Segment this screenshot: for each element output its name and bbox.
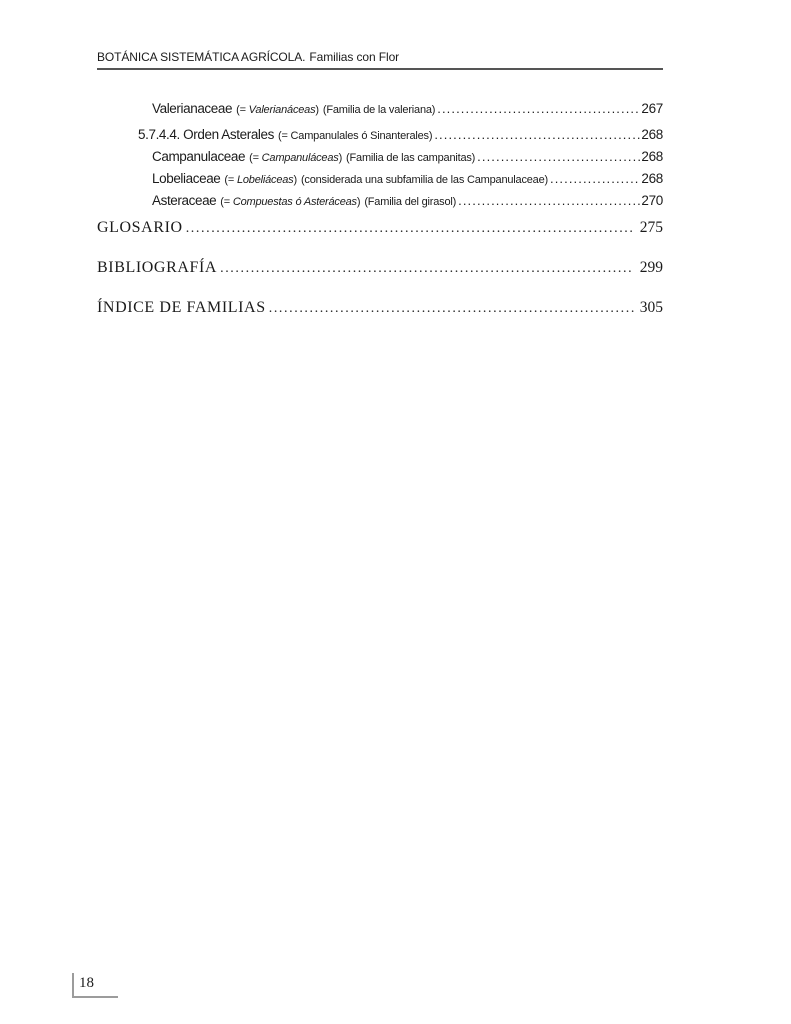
toc-entry-page-number: 268: [641, 127, 663, 142]
dot-leader: [437, 101, 640, 116]
toc-entry-note: (considerada una subfamilia de las Campanulaceae): [300, 174, 548, 186]
toc-entry-page-number: 268: [641, 149, 663, 164]
toc-entry-name: 5.7.4.4. Orden Asterales: [138, 127, 274, 142]
page-footer-mark: [72, 973, 118, 998]
toc-entry-page-number: 267: [641, 101, 663, 116]
toc-entry-synonym-text: Compuestas ó Asteráceas: [232, 196, 357, 208]
toc-entry-note: (Familia del girasol): [364, 196, 457, 208]
toc-entry-name: Campanulaceae: [152, 149, 246, 164]
toc-entry-page-number: 268: [641, 171, 663, 186]
running-header: [97, 50, 663, 70]
toc-entry-name: Asteraceae: [152, 193, 217, 208]
toc-section: [97, 219, 663, 239]
toc-section-label: ÍNDICE DE FAMILIAS: [97, 299, 266, 316]
book-title: BOTÁNICA SISTEMÁTICA AGRÍCOLA.: [97, 50, 306, 64]
dot-leader: [550, 171, 640, 186]
toc-section-list: [97, 219, 663, 339]
dot-leader: [434, 127, 640, 142]
toc-entry-synonym: (= Campanuláceas): [249, 152, 343, 164]
dot-leader: [220, 261, 634, 277]
toc-entry-synonym-text: Campanuláceas: [261, 152, 339, 164]
toc-entry-synonym: (= Lobeliáceas): [224, 174, 297, 186]
toc-section-label: GLOSARIO: [97, 219, 183, 236]
toc-entry-note: (Familia de la valeriana): [322, 104, 436, 116]
toc-entry-synonym: (= Valerianáceas): [236, 104, 319, 116]
toc-entry-note: (Familia de las campanitas): [346, 152, 476, 164]
toc-section-page-number: 299: [639, 259, 663, 276]
toc-entry: [97, 101, 663, 123]
dot-leader: [477, 149, 640, 164]
toc-entry-synonym-text: Campanulales ó Sinanterales: [290, 130, 429, 142]
toc-entry-synonym: (= Campanulales ó Sinanterales): [278, 130, 433, 142]
dot-leader: [269, 301, 634, 317]
toc-entry-page-number: 270: [641, 193, 663, 208]
dot-leader: [186, 221, 634, 237]
toc-entry: [97, 127, 663, 149]
toc-entry: [97, 193, 663, 215]
toc-entry: [97, 171, 663, 193]
toc-entry-list: [97, 101, 663, 215]
toc-entry-synonym-text: Valerianáceas: [248, 104, 316, 116]
page-number: 18: [79, 975, 94, 991]
toc-section: [97, 299, 663, 319]
book-subtitle: Familias con Flor: [309, 50, 400, 64]
toc-section-page-number: 305: [639, 299, 663, 316]
toc-section: [97, 259, 663, 279]
toc-entry: [97, 149, 663, 171]
toc-entry-name: Valerianaceae: [152, 101, 233, 116]
toc-entry-synonym: (= Compuestas ó Asteráceas): [220, 196, 361, 208]
toc-section-page-number: 275: [639, 219, 663, 236]
dot-leader: [458, 193, 640, 208]
toc-entry-name: Lobeliaceae: [152, 171, 221, 186]
toc-entry-synonym-text: Lobeliáceas: [236, 174, 294, 186]
toc-section-label: BIBLIOGRAFÍA: [97, 259, 218, 276]
